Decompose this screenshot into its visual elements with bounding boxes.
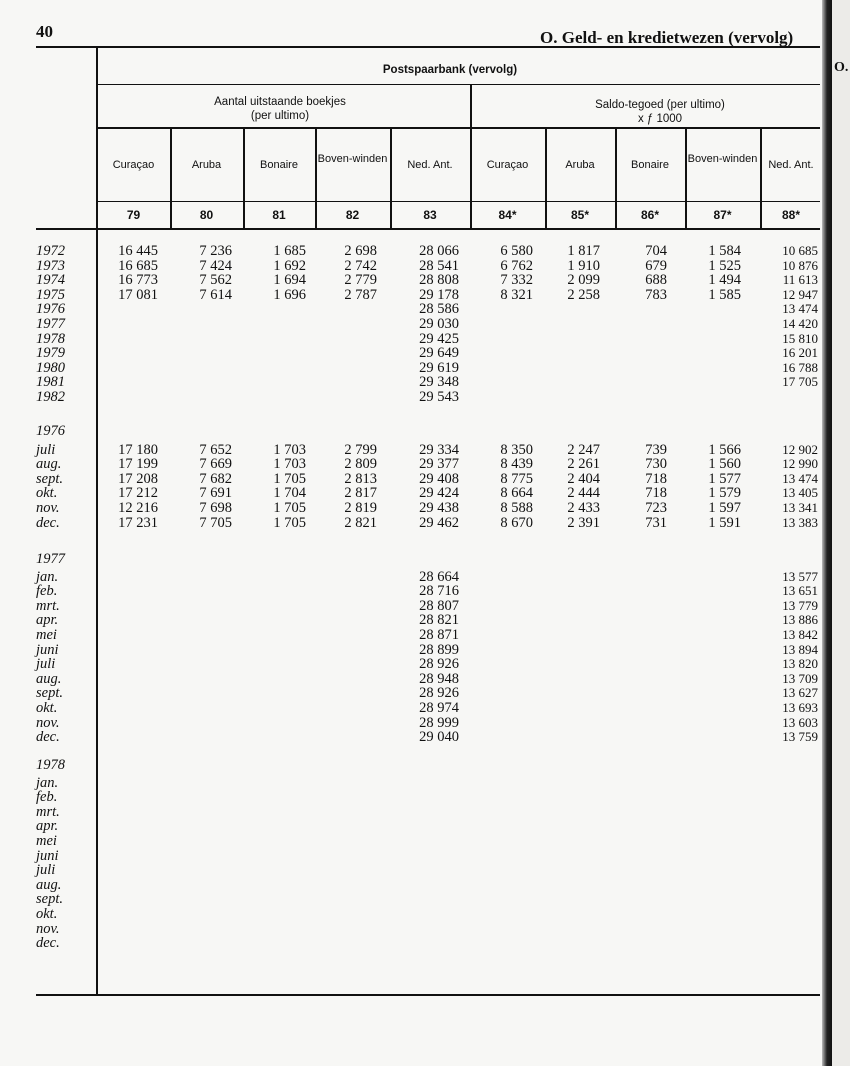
table-cell: 17 231 [118, 514, 158, 531]
table-cell: 1 704 [273, 485, 306, 502]
table-cell: 12 947 [782, 286, 818, 302]
row-label: juli [36, 656, 56, 673]
table-cell: 2 821 [344, 514, 377, 531]
table-cell: 11 613 [782, 272, 818, 288]
table-cell: 28 821 [419, 612, 459, 629]
table-title: Postspaarbank (vervolg) [382, 64, 518, 76]
table-cell: 29 649 [419, 345, 459, 362]
row-label: apr. [36, 818, 59, 835]
table-cell: 13 779 [782, 597, 818, 613]
row-label: 1982 [36, 389, 65, 405]
table-cell: 29 425 [419, 330, 459, 347]
table-cell: 6 580 [500, 243, 533, 259]
table-cell: 13 603 [782, 714, 818, 730]
table-cell: 1 597 [708, 500, 741, 516]
column-number: 87* [713, 208, 732, 222]
header-bottom-rule [36, 228, 820, 230]
table-cell: 1 705 [273, 470, 306, 487]
column-header: Ned. Ant. [407, 159, 453, 171]
table-cell: 1 703 [273, 456, 306, 473]
column-header: Aruba [565, 159, 595, 171]
table-cell: 2 742 [344, 257, 377, 274]
table-cell: 7 669 [199, 456, 232, 473]
row-label: nov. [36, 500, 60, 516]
table-cell: 2 391 [567, 514, 600, 531]
column-header: Curaçao [486, 159, 529, 171]
table-cell: 8 775 [500, 470, 533, 487]
row-label: juni [36, 847, 59, 864]
column-header: Ned. Ant. [768, 159, 814, 171]
table-cell: 8 670 [500, 514, 533, 531]
table-cell: 7 236 [199, 243, 232, 259]
table-cell: 2 779 [344, 272, 377, 289]
table-cell: 28 926 [419, 685, 459, 702]
column-header: Bonaire [631, 159, 669, 171]
column-number: 83 [423, 208, 437, 222]
column-header: Bonaire [260, 159, 298, 171]
table-cell: 8 350 [500, 441, 533, 458]
table-cell: 7 652 [199, 441, 232, 458]
table-cell: 7 614 [199, 286, 232, 303]
table-cell: 29 334 [419, 441, 459, 458]
row-label: aug. [36, 876, 62, 893]
next-page-fragment: O. [834, 60, 849, 75]
next-page-edge [832, 0, 850, 1066]
table-cell: 17 180 [118, 441, 158, 458]
column-number: 79 [126, 208, 141, 222]
table-cell: 13 693 [782, 700, 818, 715]
table-cell: 731 [645, 514, 667, 531]
table-cell: 29 377 [419, 456, 459, 473]
column-number: 80 [199, 208, 214, 222]
row-label: 1975 [36, 286, 65, 303]
table-cell: 7 705 [199, 514, 232, 531]
table-cell: 1 910 [567, 257, 600, 274]
table-cell: 12 216 [118, 500, 158, 516]
table-cell: 28 066 [419, 243, 459, 259]
table-cell: 2 099 [567, 272, 600, 289]
table-cell: 29 040 [419, 729, 459, 746]
column-header: Aruba [191, 159, 222, 171]
period-heading: 1977 [36, 551, 65, 567]
table-cell: 14 420 [782, 316, 818, 331]
row-label: aug. [36, 670, 62, 687]
table-cell: 718 [645, 485, 667, 502]
table-cell: 15 810 [782, 330, 818, 346]
table-cell: 7 332 [500, 272, 533, 289]
table-cell: 29 619 [419, 359, 459, 376]
table-cell: 17 208 [118, 470, 158, 487]
table-cell: 2 444 [567, 485, 600, 502]
table-cell: 704 [645, 243, 667, 259]
row-label: jan. [36, 568, 59, 585]
row-label: 1972 [36, 243, 65, 259]
period-heading: 1978 [36, 757, 65, 773]
table-cell: 679 [645, 257, 667, 274]
table-cell: 7 424 [199, 257, 232, 274]
table-cell: 28 999 [419, 714, 459, 731]
group-header-count [150, 95, 410, 123]
row-label: juli [36, 441, 56, 458]
table-cell: 688 [645, 272, 667, 289]
table-cell: 1 525 [708, 257, 741, 274]
row-label: mrt. [36, 803, 60, 820]
table-cell: 1 579 [708, 485, 741, 502]
table-cell: 17 199 [118, 456, 158, 473]
column-header: Boven-winden [687, 153, 758, 165]
table-cell: 1 591 [708, 514, 741, 531]
table-cell: 28 948 [419, 670, 459, 687]
row-label: 1977 [36, 316, 65, 332]
table-cell: 13 383 [782, 514, 818, 530]
row-label: sept. [36, 685, 63, 702]
table-cell: 13 894 [782, 641, 818, 657]
column-number: 81 [272, 208, 286, 222]
table-cell: 8 588 [500, 500, 533, 516]
row-label: mrt. [36, 597, 60, 614]
row-label: okt. [36, 700, 58, 716]
table-cell: 29 462 [419, 514, 459, 531]
table-cell: 12 990 [782, 456, 818, 472]
table-cell: 10 685 [782, 243, 818, 258]
table-cell: 739 [645, 441, 667, 458]
table-cell: 7 682 [199, 470, 232, 487]
row-label: feb. [36, 583, 58, 600]
table-cell: 28 716 [419, 583, 459, 600]
row-label: mei [36, 627, 57, 643]
table-cell: 723 [645, 500, 667, 516]
group-header-balance [540, 98, 780, 126]
table-cell: 28 899 [419, 641, 459, 658]
table-cell: 783 [645, 286, 667, 303]
table-cell: 28 808 [419, 272, 459, 289]
table-cell: 2 799 [344, 441, 377, 458]
table-cell: 2 247 [567, 441, 600, 458]
table-cell: 29 424 [419, 485, 459, 502]
row-label: dec. [36, 729, 60, 746]
table-cell: 2 813 [344, 470, 377, 487]
table-cell: 1 560 [708, 456, 741, 473]
row-label: 1976 [36, 301, 65, 318]
table-cell: 17 212 [118, 485, 158, 502]
table-cell: 13 842 [782, 627, 818, 642]
table-cell: 1 577 [708, 470, 741, 487]
table-cell: 29 408 [419, 470, 459, 487]
table-cell: 1 494 [708, 272, 741, 289]
table-cell: 28 664 [419, 568, 459, 585]
row-label: nov. [36, 714, 60, 731]
row-label: dec. [36, 935, 60, 952]
group-header-line: Aantal uitstaande boekjes [214, 96, 346, 108]
table-cell: 730 [645, 456, 667, 473]
table-cell: 8 664 [500, 485, 533, 502]
table-cell: 8 439 [500, 456, 533, 473]
row-label: 1981 [36, 374, 65, 391]
row-label: feb. [36, 789, 58, 806]
row-label: 1973 [36, 257, 65, 274]
table-cell: 1 705 [273, 514, 306, 531]
table-cell: 13 405 [782, 485, 818, 501]
table-cell: 29 030 [419, 316, 459, 332]
table-cell: 2 817 [344, 485, 377, 502]
row-label: 1974 [36, 272, 65, 289]
column-header: Boven-winden [317, 153, 388, 165]
period-heading: 1976 [36, 423, 65, 439]
table-cell: 2 698 [344, 243, 377, 259]
table-cell: 718 [645, 470, 667, 487]
table-cell: 28 541 [419, 257, 459, 274]
row-label: 1978 [36, 330, 65, 347]
table-cell: 1 685 [273, 243, 306, 259]
table-cell: 1 566 [708, 441, 741, 458]
table-cell: 29 348 [419, 374, 459, 391]
table-cell: 2 404 [567, 470, 600, 487]
table-cell: 2 787 [344, 286, 377, 303]
table-cell: 12 902 [782, 441, 818, 457]
table-cell: 2 258 [567, 286, 600, 303]
table-cell: 2 809 [344, 456, 377, 473]
table-cell: 13 627 [782, 685, 818, 701]
book-binding-shadow [822, 0, 832, 1066]
row-label: okt. [36, 485, 58, 502]
bottom-rule [36, 994, 820, 996]
table-cell: 13 577 [782, 568, 818, 584]
table-cell: 1 585 [708, 286, 741, 303]
table-cell: 17 705 [782, 374, 818, 390]
table-cell: 16 773 [118, 272, 158, 289]
table-cell: 13 886 [782, 612, 818, 628]
group-header-line: x ƒ 1000 [637, 113, 683, 125]
table-cell: 1 817 [567, 243, 600, 259]
table-cell: 16 201 [782, 345, 818, 361]
table-cell: 29 438 [419, 500, 459, 516]
rule [97, 127, 820, 129]
table-cell: 1 703 [273, 441, 306, 458]
table-cell: 16 685 [118, 257, 158, 274]
table-cell: 1 694 [273, 272, 306, 289]
table-cell: 28 871 [419, 627, 459, 643]
row-label: jan. [36, 774, 59, 791]
table-cell: 1 696 [273, 286, 306, 303]
table-cell: 16 788 [782, 359, 818, 375]
row-label: dec. [36, 514, 60, 531]
table-cell: 28 807 [419, 597, 459, 614]
row-label: apr. [36, 612, 59, 629]
row-label: okt. [36, 906, 58, 922]
row-label: mei [36, 833, 57, 849]
table-cell: 28 974 [419, 700, 459, 716]
table-cell: 6 762 [500, 257, 533, 274]
column-number: 86* [640, 208, 660, 222]
row-label: sept. [36, 891, 63, 908]
column-number: 85* [570, 208, 590, 222]
table-cell: 1 584 [708, 243, 741, 259]
column-number: 88* [781, 208, 801, 222]
rule [97, 84, 820, 85]
table-cell: 7 562 [199, 272, 232, 289]
page-title: O. Geld- en kredietwezen (vervolg) [540, 28, 794, 47]
table-cell: 7 698 [199, 500, 232, 516]
row-label: 1979 [36, 345, 65, 362]
table-cell: 29 178 [419, 286, 459, 303]
table-cell: 13 709 [782, 670, 818, 686]
column-number: 82 [345, 208, 360, 222]
table-cell: 7 691 [199, 485, 232, 502]
table-cell: 1 705 [273, 500, 306, 516]
table-cell: 8 321 [500, 286, 533, 303]
column-number: 84* [498, 208, 517, 222]
table-cell: 13 820 [782, 656, 818, 672]
table-cell: 10 876 [782, 257, 818, 273]
row-label: aug. [36, 456, 62, 473]
row-label: nov. [36, 920, 60, 937]
table-cell: 13 759 [782, 729, 818, 745]
group-header-line: Saldo-tegoed (per ultimo) [595, 99, 725, 111]
table-cell: 28 926 [419, 656, 459, 673]
column-header: Curaçao [112, 159, 155, 171]
table-cell: 2 261 [567, 456, 600, 473]
table-cell: 17 081 [118, 286, 158, 303]
table-cell: 13 474 [782, 301, 818, 317]
rule [97, 201, 820, 202]
table-cell: 1 692 [273, 257, 306, 274]
table-cell: 29 543 [419, 389, 459, 405]
row-label: sept. [36, 470, 63, 487]
group-header-line: (per ultimo) [250, 110, 310, 122]
group-divider [470, 84, 472, 228]
table-cell: 2 819 [344, 500, 377, 516]
table-cell: 16 445 [118, 243, 158, 259]
table-cell: 13 341 [782, 500, 818, 515]
page-number: 40 [36, 22, 53, 41]
table-cell: 13 651 [782, 583, 818, 599]
row-label: 1980 [36, 359, 65, 376]
row-label: juni [36, 641, 59, 658]
table-cell: 13 474 [782, 470, 818, 486]
table-cell: 2 433 [567, 500, 600, 516]
row-label: juli [36, 862, 56, 879]
table-cell: 28 586 [419, 301, 459, 318]
